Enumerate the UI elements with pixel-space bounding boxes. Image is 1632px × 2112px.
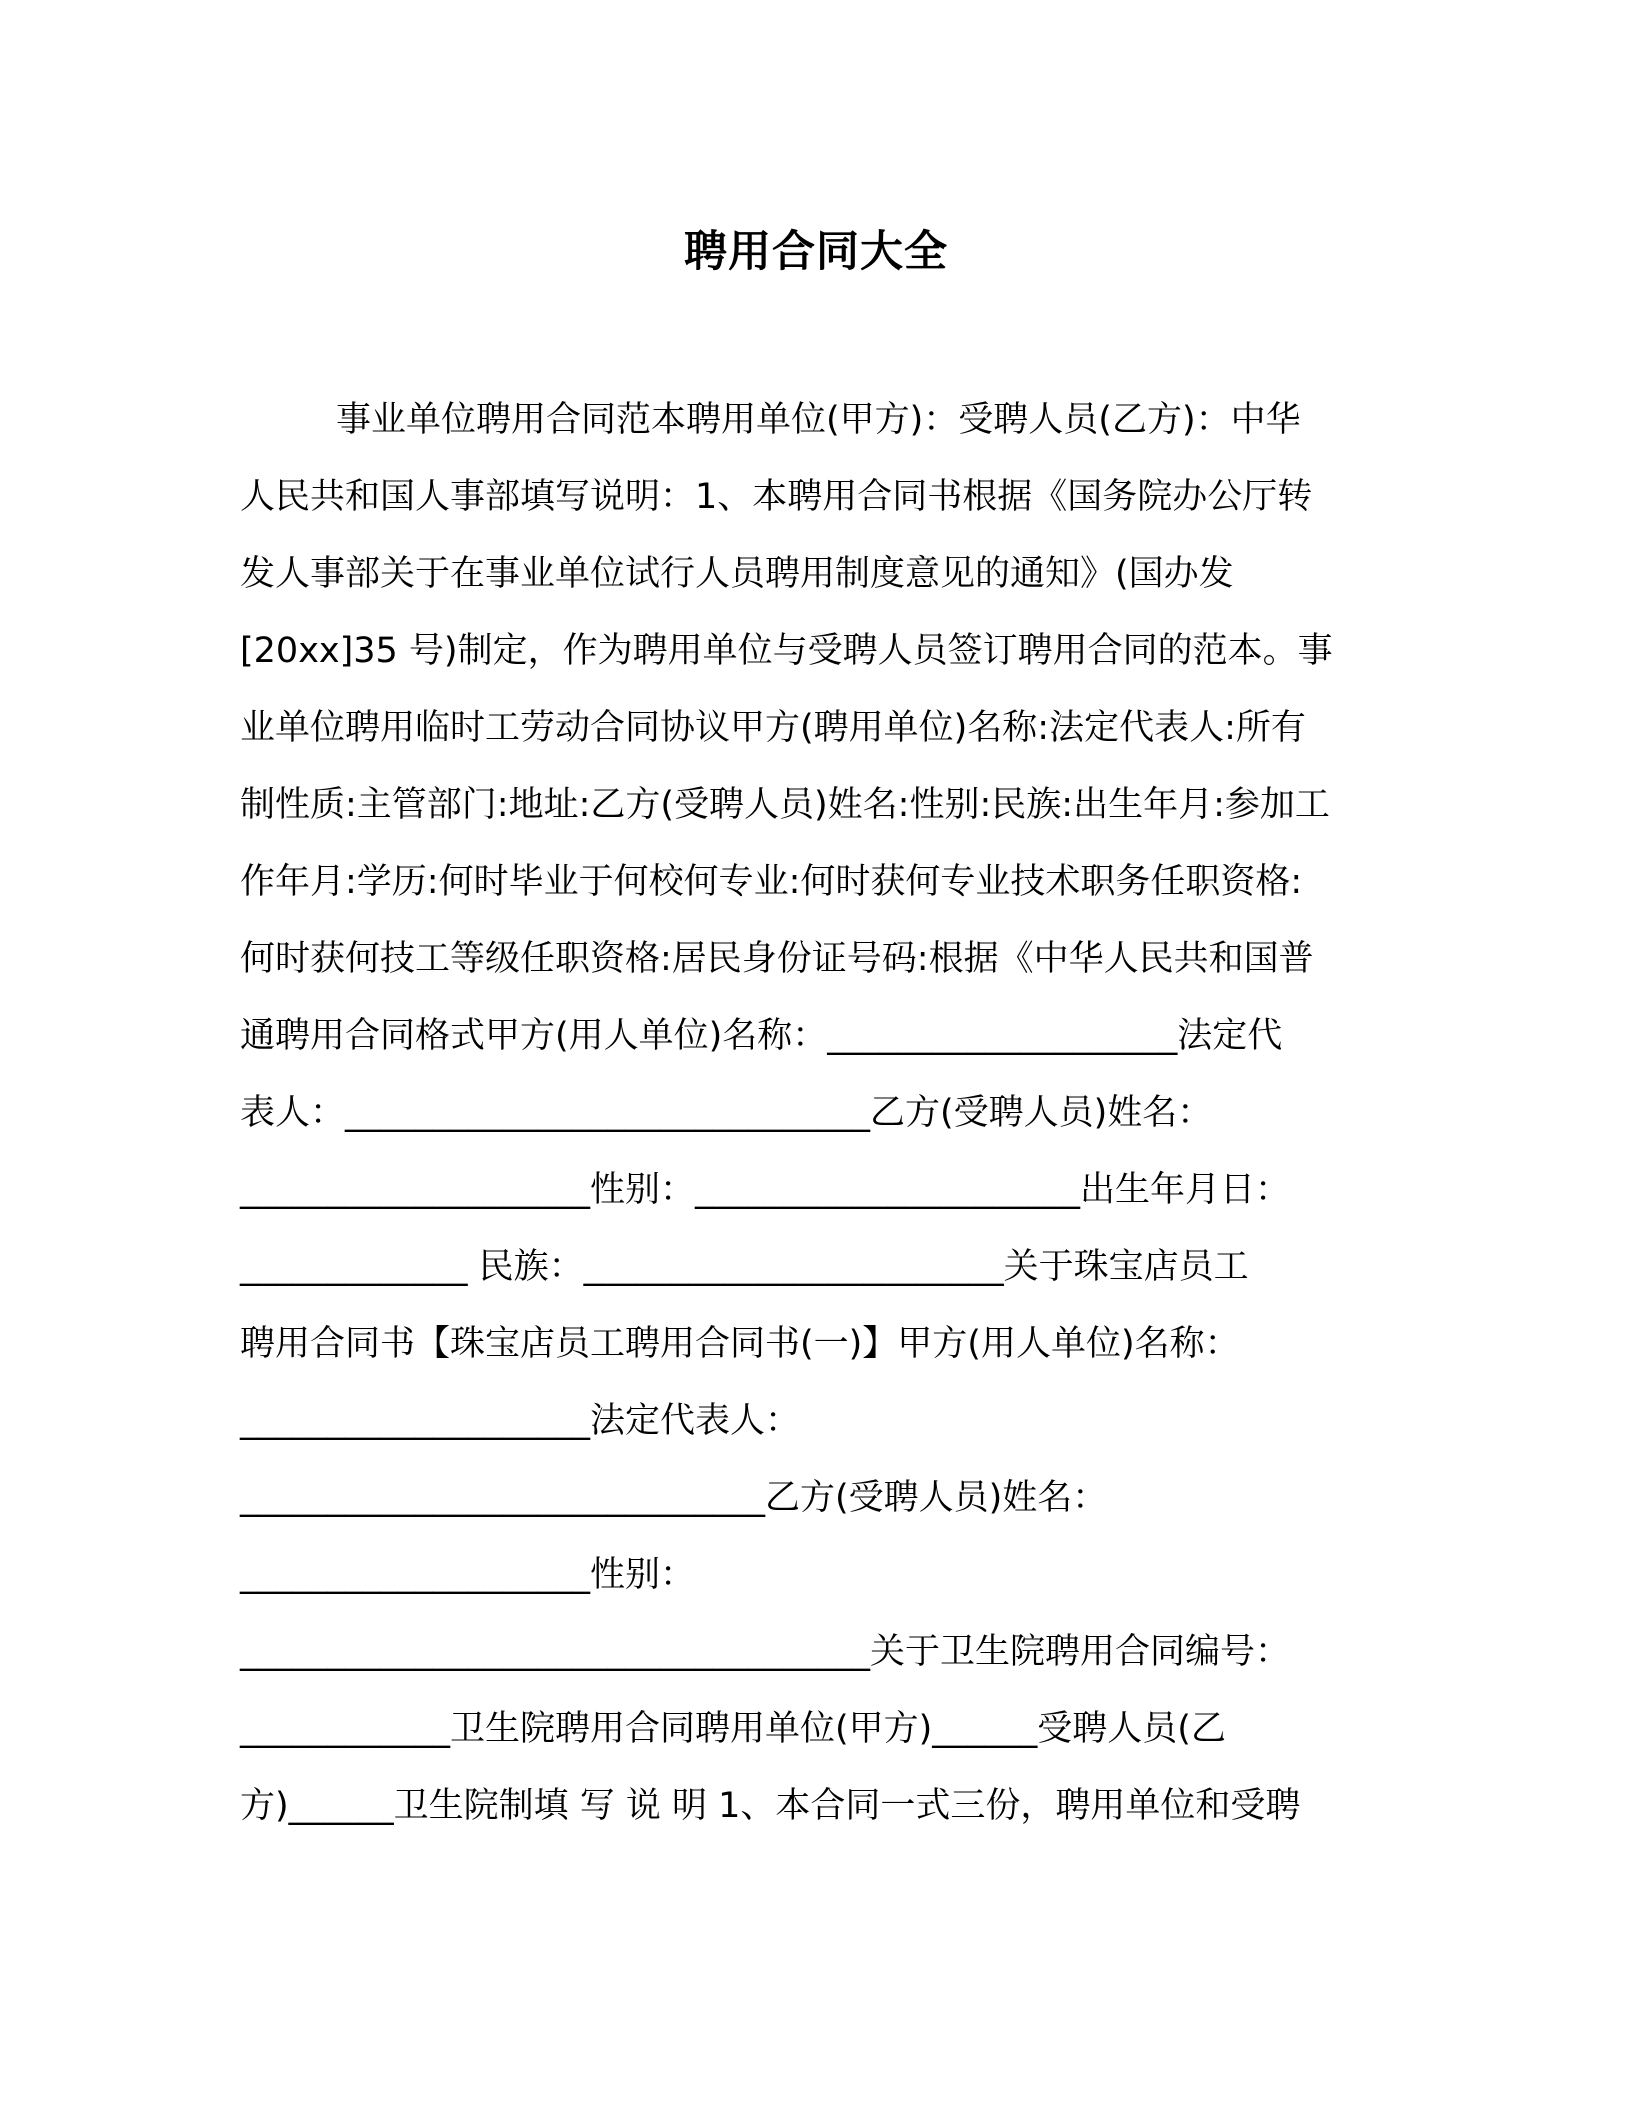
body-line: 方)______卫生院制填 写 说 明 1、本合同一式三份，聘用单位和受聘 xyxy=(240,1786,1301,1826)
body-line: 何时获何技工等级任职资格:居民身份证号码:根据《中华人民共和国普 xyxy=(240,939,1314,979)
body-line: 人民共和国人事部填写说明：1、本聘用合同书根据《国务院办公厅转 xyxy=(240,477,1313,517)
body-line: 聘用合同书【珠宝店员工聘用合同书(一)】甲方(用人单位)名称： xyxy=(240,1324,1240,1364)
body-line: _____________ 民族：________________________关于珠宝店员工 xyxy=(240,1247,1249,1287)
body-line: ____________卫生院聘用合同聘用单位(甲方)______受聘人员(乙 xyxy=(240,1709,1226,1749)
body-line: [20xx]35 号)制定，作为聘用单位与受聘人员签订聘用合同的范本。事 xyxy=(240,631,1333,671)
document-title: 聘用合同大全 xyxy=(684,227,948,277)
body-line: 作年月:学历:何时毕业于何校何专业:何时获何专业技术职务任职资格: xyxy=(240,862,1303,902)
body-line: 业单位聘用临时工劳动合同协议甲方(聘用单位)名称:法定代表人:所有 xyxy=(240,708,1306,748)
body-line: ____________________法定代表人： xyxy=(240,1401,801,1441)
body-line: 表人：______________________________乙方(受聘人员)姓名： xyxy=(240,1093,1213,1133)
body-line: ____________________________________关于卫生院聘用合同编号： xyxy=(240,1632,1291,1672)
body-line: ______________________________乙方(受聘人员)姓名： xyxy=(240,1478,1108,1518)
body-line: 通聘用合同格式甲方(用人单位)名称：____________________法定代 xyxy=(240,1016,1283,1056)
body-line: ____________________性别： xyxy=(240,1555,696,1595)
body-line: 制性质:主管部门:地址:乙方(受聘人员)姓名:性别:民族:出生年月:参加工 xyxy=(240,785,1330,825)
body-line: ____________________性别：______________________出生年月日： xyxy=(240,1170,1291,1210)
body-line: 发人事部关于在事业单位试行人员聘用制度意见的通知》(国办发 xyxy=(240,554,1234,594)
body-line: 事业单位聘用合同范本聘用单位(甲方)：受聘人员(乙方)：中华 xyxy=(336,400,1301,440)
